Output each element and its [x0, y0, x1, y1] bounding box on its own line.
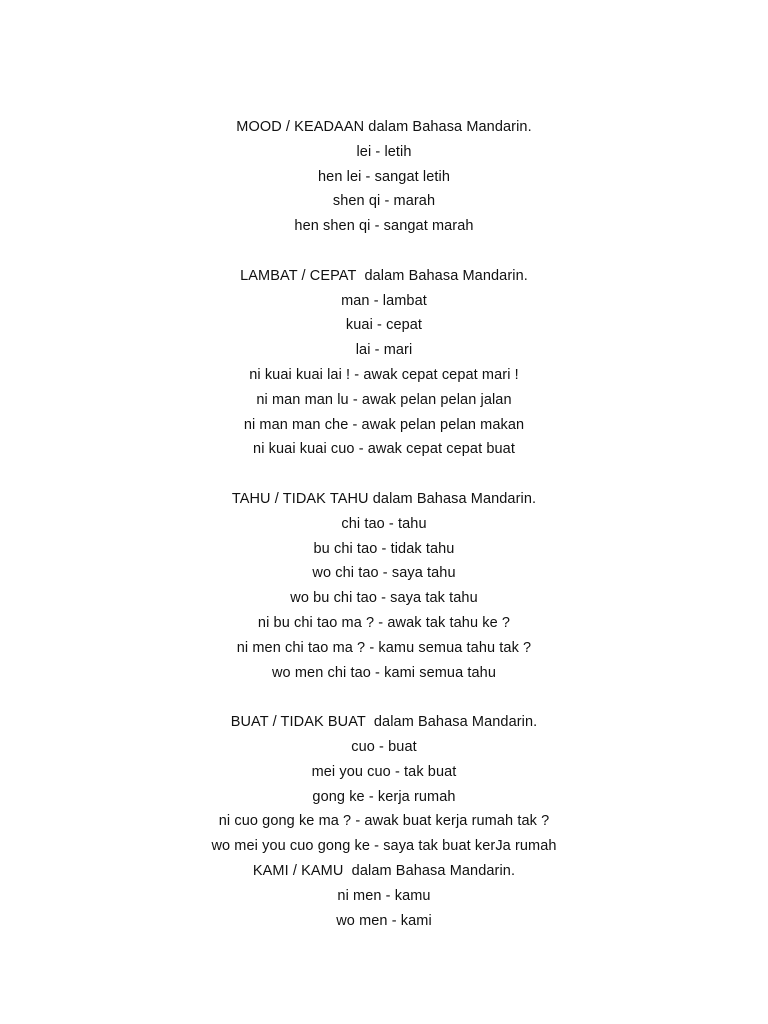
vocab-line: lei - letih	[356, 143, 412, 160]
vocab-line: kuai - cepat	[345, 317, 423, 334]
vocab-line: wo mei you cuo gong ke - saya tak buat kerJa rumah	[211, 838, 557, 855]
vocab-line: wo bu chi tao - saya tak tahu	[290, 590, 478, 607]
section-heading-kami-kamu: KAMI / KAMU dalam Bahasa Mandarin.	[252, 862, 516, 879]
vocab-line: wo men - kami	[336, 912, 432, 929]
vocab-line: ni man man lu - awak pelan pelan jalan	[256, 391, 512, 408]
section-spacer	[0, 462, 768, 487]
section-spacer	[0, 685, 768, 710]
vocab-line: ni kuai kuai cuo - awak cepat cepat buat	[253, 441, 515, 458]
vocab-line: ni men chi tao ma ? - kamu semua tahu tak ?	[236, 639, 532, 656]
vocab-line: wo chi tao - saya tahu	[312, 565, 456, 582]
vocab-line: shen qi - marah	[332, 193, 436, 210]
section-spacer	[0, 239, 768, 264]
vocab-line: ni cuo gong ke ma ? - awak buat kerja rumah tak ?	[218, 813, 550, 830]
vocab-line: ni bu chi tao ma ? - awak tak tahu ke ?	[257, 614, 511, 631]
vocab-line: wo men chi tao - kami semua tahu	[271, 664, 497, 681]
vocab-line: cuo - buat	[351, 738, 417, 755]
section-heading-tahu: TAHU / TIDAK TAHU dalam Bahasa Mandarin.	[231, 490, 537, 507]
vocab-line: hen lei - sangat letih	[318, 168, 450, 185]
section-heading-mood: MOOD / KEADAAN dalam Bahasa Mandarin.	[236, 119, 532, 135]
vocab-line: chi tao - tahu	[341, 515, 427, 532]
vocab-line: ni man man che - awak pelan pelan makan	[243, 416, 525, 433]
vocab-line: mei you cuo - tak buat	[311, 763, 457, 780]
vocab-line: man - lambat	[341, 292, 427, 309]
document-text	[0, 115, 768, 933]
vocab-line: ni kuai kuai lai ! - awak cepat cepat mari !	[249, 366, 519, 383]
vocab-line: ni men - kamu	[337, 887, 431, 904]
vocab-line: gong ke - kerja rumah	[312, 788, 456, 805]
vocab-line: hen shen qi - sangat marah	[294, 218, 474, 235]
vocab-line: bu chi tao - tidak tahu	[313, 540, 455, 557]
section-heading-buat: BUAT / TIDAK BUAT dalam Bahasa Mandarin.	[230, 714, 538, 731]
vocab-line: lai - mari	[355, 342, 413, 359]
section-heading-lambat-cepat: LAMBAT / CEPAT dalam Bahasa Mandarin.	[240, 267, 528, 284]
